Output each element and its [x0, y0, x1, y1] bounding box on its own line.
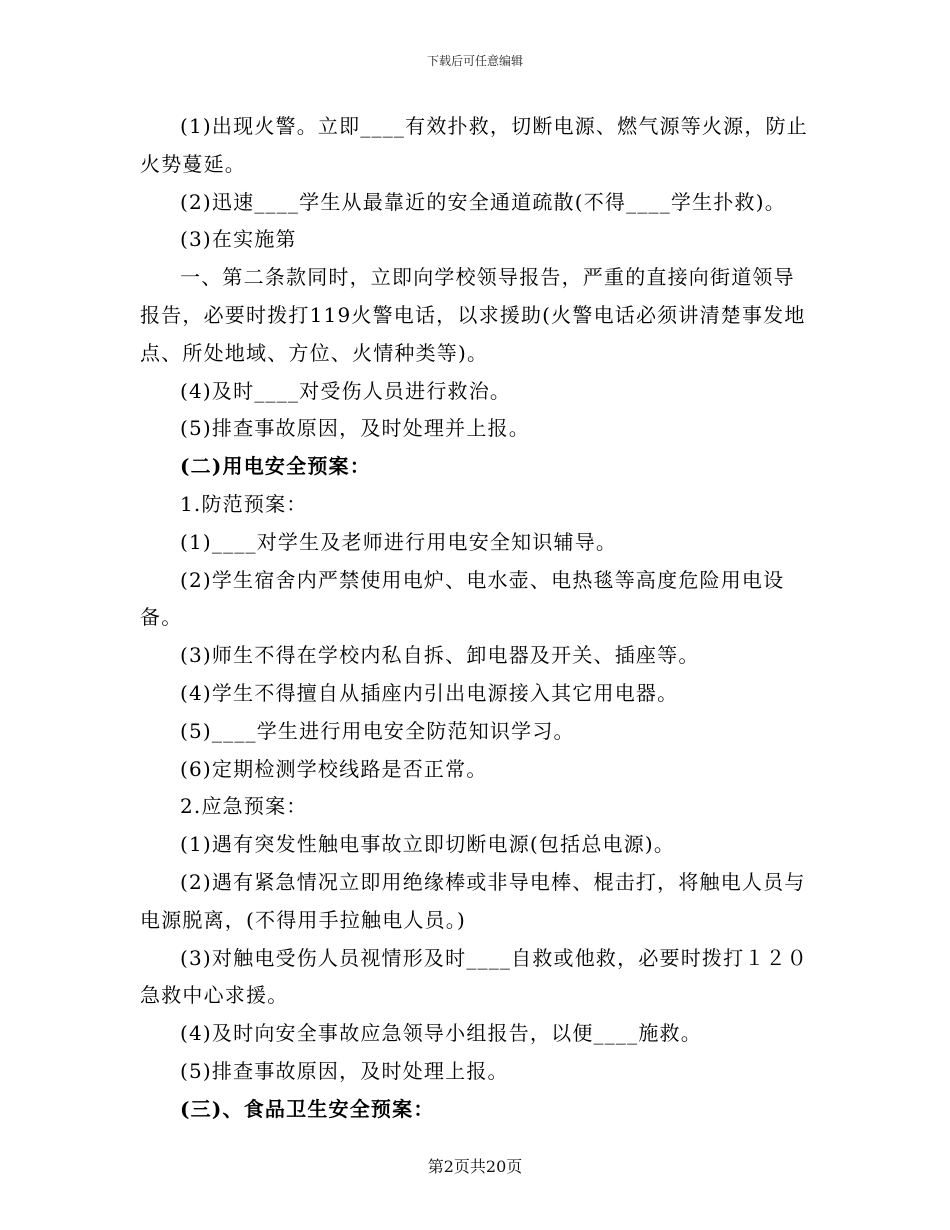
paragraph: (2)学生宿舍内严禁使用电炉、电水壶、电热毯等高度危险用电设备。 — [140, 567, 785, 630]
document-body — [140, 108, 808, 1129]
paragraph: (1)____对学生及老师进行用电安全知识辅导。 — [180, 529, 618, 554]
paragraph: (2)遇有紧急情况立即用绝缘棒或非导电棒、棍击打，将触电人员与电源脱离，(不得用手拉触电人员。) — [140, 869, 806, 932]
subsection-heading: 1.防范预案： — [180, 491, 308, 516]
paragraph: (1)出现火警。立即____有效扑救，切断电源、燃气源等火源，防止火势蔓延。 — [140, 114, 808, 176]
paragraph: (1)遇有突发性触电事故立即切断电源(包括总电源)。 — [180, 832, 676, 857]
paragraph: (3)在实施第 — [180, 227, 297, 252]
paragraph: (2)迅速____学生从最靠近的安全通道疏散(不得____学生扑救)。 — [180, 189, 786, 214]
paragraph: (3)对触电受伤人员视情形及时____自救或他救，必要时拨打１２０急救中心求援。 — [140, 945, 808, 1008]
paragraph: (4)及时____对受伤人员进行救治。 — [180, 378, 512, 403]
paragraph: (3)师生不得在学校内私自拆、卸电器及开关、插座等。 — [180, 643, 700, 668]
paragraph: 一、第二条款同时，立即向学校领导报告，严重的直接向街道领导报告，必要时拨打119火警电话，以求援助(火警电话必须讲清楚事发地点、所处地域、方位、火情种类等)。 — [140, 265, 806, 365]
paragraph: (5)____学生进行用电安全防范知识学习。 — [180, 718, 575, 743]
section-heading: (三)、食品卫生安全预案： — [180, 1096, 435, 1121]
page-header-note: 下载后可任意编辑 — [426, 54, 523, 68]
page-number: 第2页共20页 — [427, 1157, 523, 1176]
paragraph: (6)定期检测学校线路是否正常。 — [180, 756, 488, 781]
paragraph: (4)学生不得擅自从插座内引出电源接入其它用电器。 — [180, 680, 679, 705]
paragraph: (5)排查事故原因，及时处理上报。 — [180, 1058, 509, 1083]
paragraph: (4)及时向安全事故应急领导小组报告，以便____施救。 — [180, 1021, 702, 1046]
subsection-heading: 2.应急预案： — [180, 794, 308, 819]
paragraph: (5)排查事故原因，及时处理并上报。 — [180, 416, 530, 441]
section-heading: (二)用电安全预案： — [180, 454, 371, 479]
